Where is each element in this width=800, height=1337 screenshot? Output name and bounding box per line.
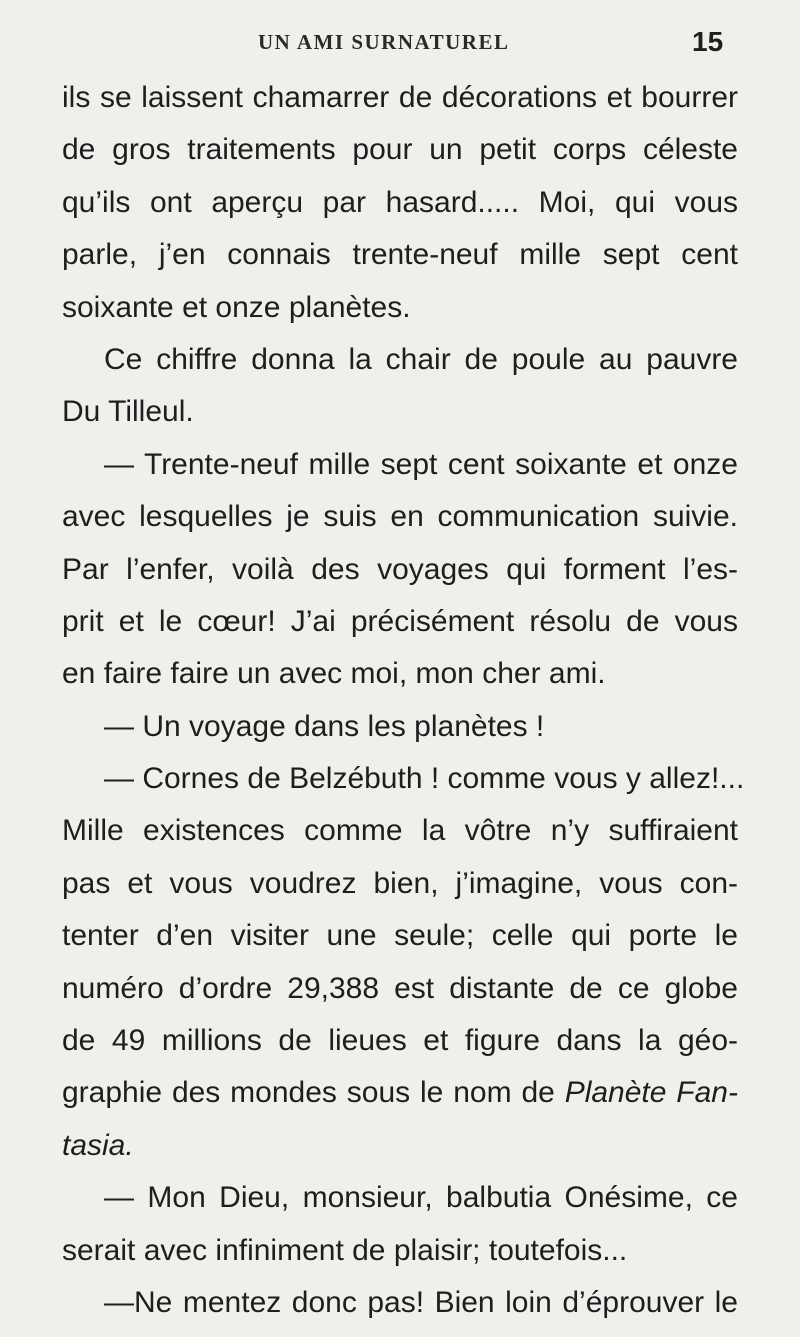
text-line: numéro d’ordre 29,388 est distante de ce globe xyxy=(62,971,738,1005)
text-line: parle, j’en connais trente-neuf mille sept cent xyxy=(62,238,738,272)
text-line: en faire faire un avec moi, mon cher ami. xyxy=(62,657,606,691)
text-line: serait avec infiniment de plaisir; toutefois... xyxy=(62,1233,628,1267)
text-line: graphie des mondes sous le nom de Planète Fan- xyxy=(62,1076,738,1110)
italic-title: Planète Fan- xyxy=(564,1076,738,1110)
text-line: tenter d’en visiter une seule; celle qui porte le xyxy=(62,919,738,953)
body-text xyxy=(62,72,745,1329)
text-line: de 49 millions de lieues et figure dans la géo- xyxy=(62,1024,738,1058)
text-line: — Un voyage dans les planètes ! xyxy=(104,709,545,743)
text-line xyxy=(62,1120,738,1172)
text-line: Mille existences comme la vôtre n’y suffiraient xyxy=(62,814,738,848)
text-line: —Ne mentez donc pas! Bien loin d’éprouver le xyxy=(104,1285,738,1319)
italic-title: tasia. xyxy=(62,1128,134,1162)
text-line: prit et le cœur! J’ai précisément résolu de vous xyxy=(62,604,738,638)
text-line: soixante et onze planètes. xyxy=(62,290,411,324)
text-line: qu’ils ont aperçu par hasard..... Moi, qui vous xyxy=(62,185,738,219)
running-title: UN AMI SURNATUREL xyxy=(258,30,510,54)
text-line: — Cornes de Belzébuth ! comme vous y allez!... xyxy=(104,762,745,796)
text-line: ils se laissent chamarrer de décorations et bourrer xyxy=(62,81,738,114)
text-line: de gros traitements pour un petit corps céleste xyxy=(62,133,738,167)
page-header xyxy=(0,26,800,62)
text-line: Du Tilleul. xyxy=(62,395,194,429)
text-line: avec lesquelles je suis en communication suivie. xyxy=(62,500,738,534)
page-number: 15 xyxy=(692,26,724,57)
text-line: Par l’enfer, voilà des voyages qui forment l’es- xyxy=(62,552,738,586)
text-line: — Mon Dieu, monsieur, balbutia Onésime, ce xyxy=(104,1181,738,1215)
text-line: pas et vous voudrez bien, j’imagine, vous con- xyxy=(62,866,738,900)
text-line: Ce chiffre donna la chair de poule au pauvre xyxy=(104,342,738,376)
text-line: — Trente-neuf mille sept cent soixante et onze xyxy=(104,447,738,481)
